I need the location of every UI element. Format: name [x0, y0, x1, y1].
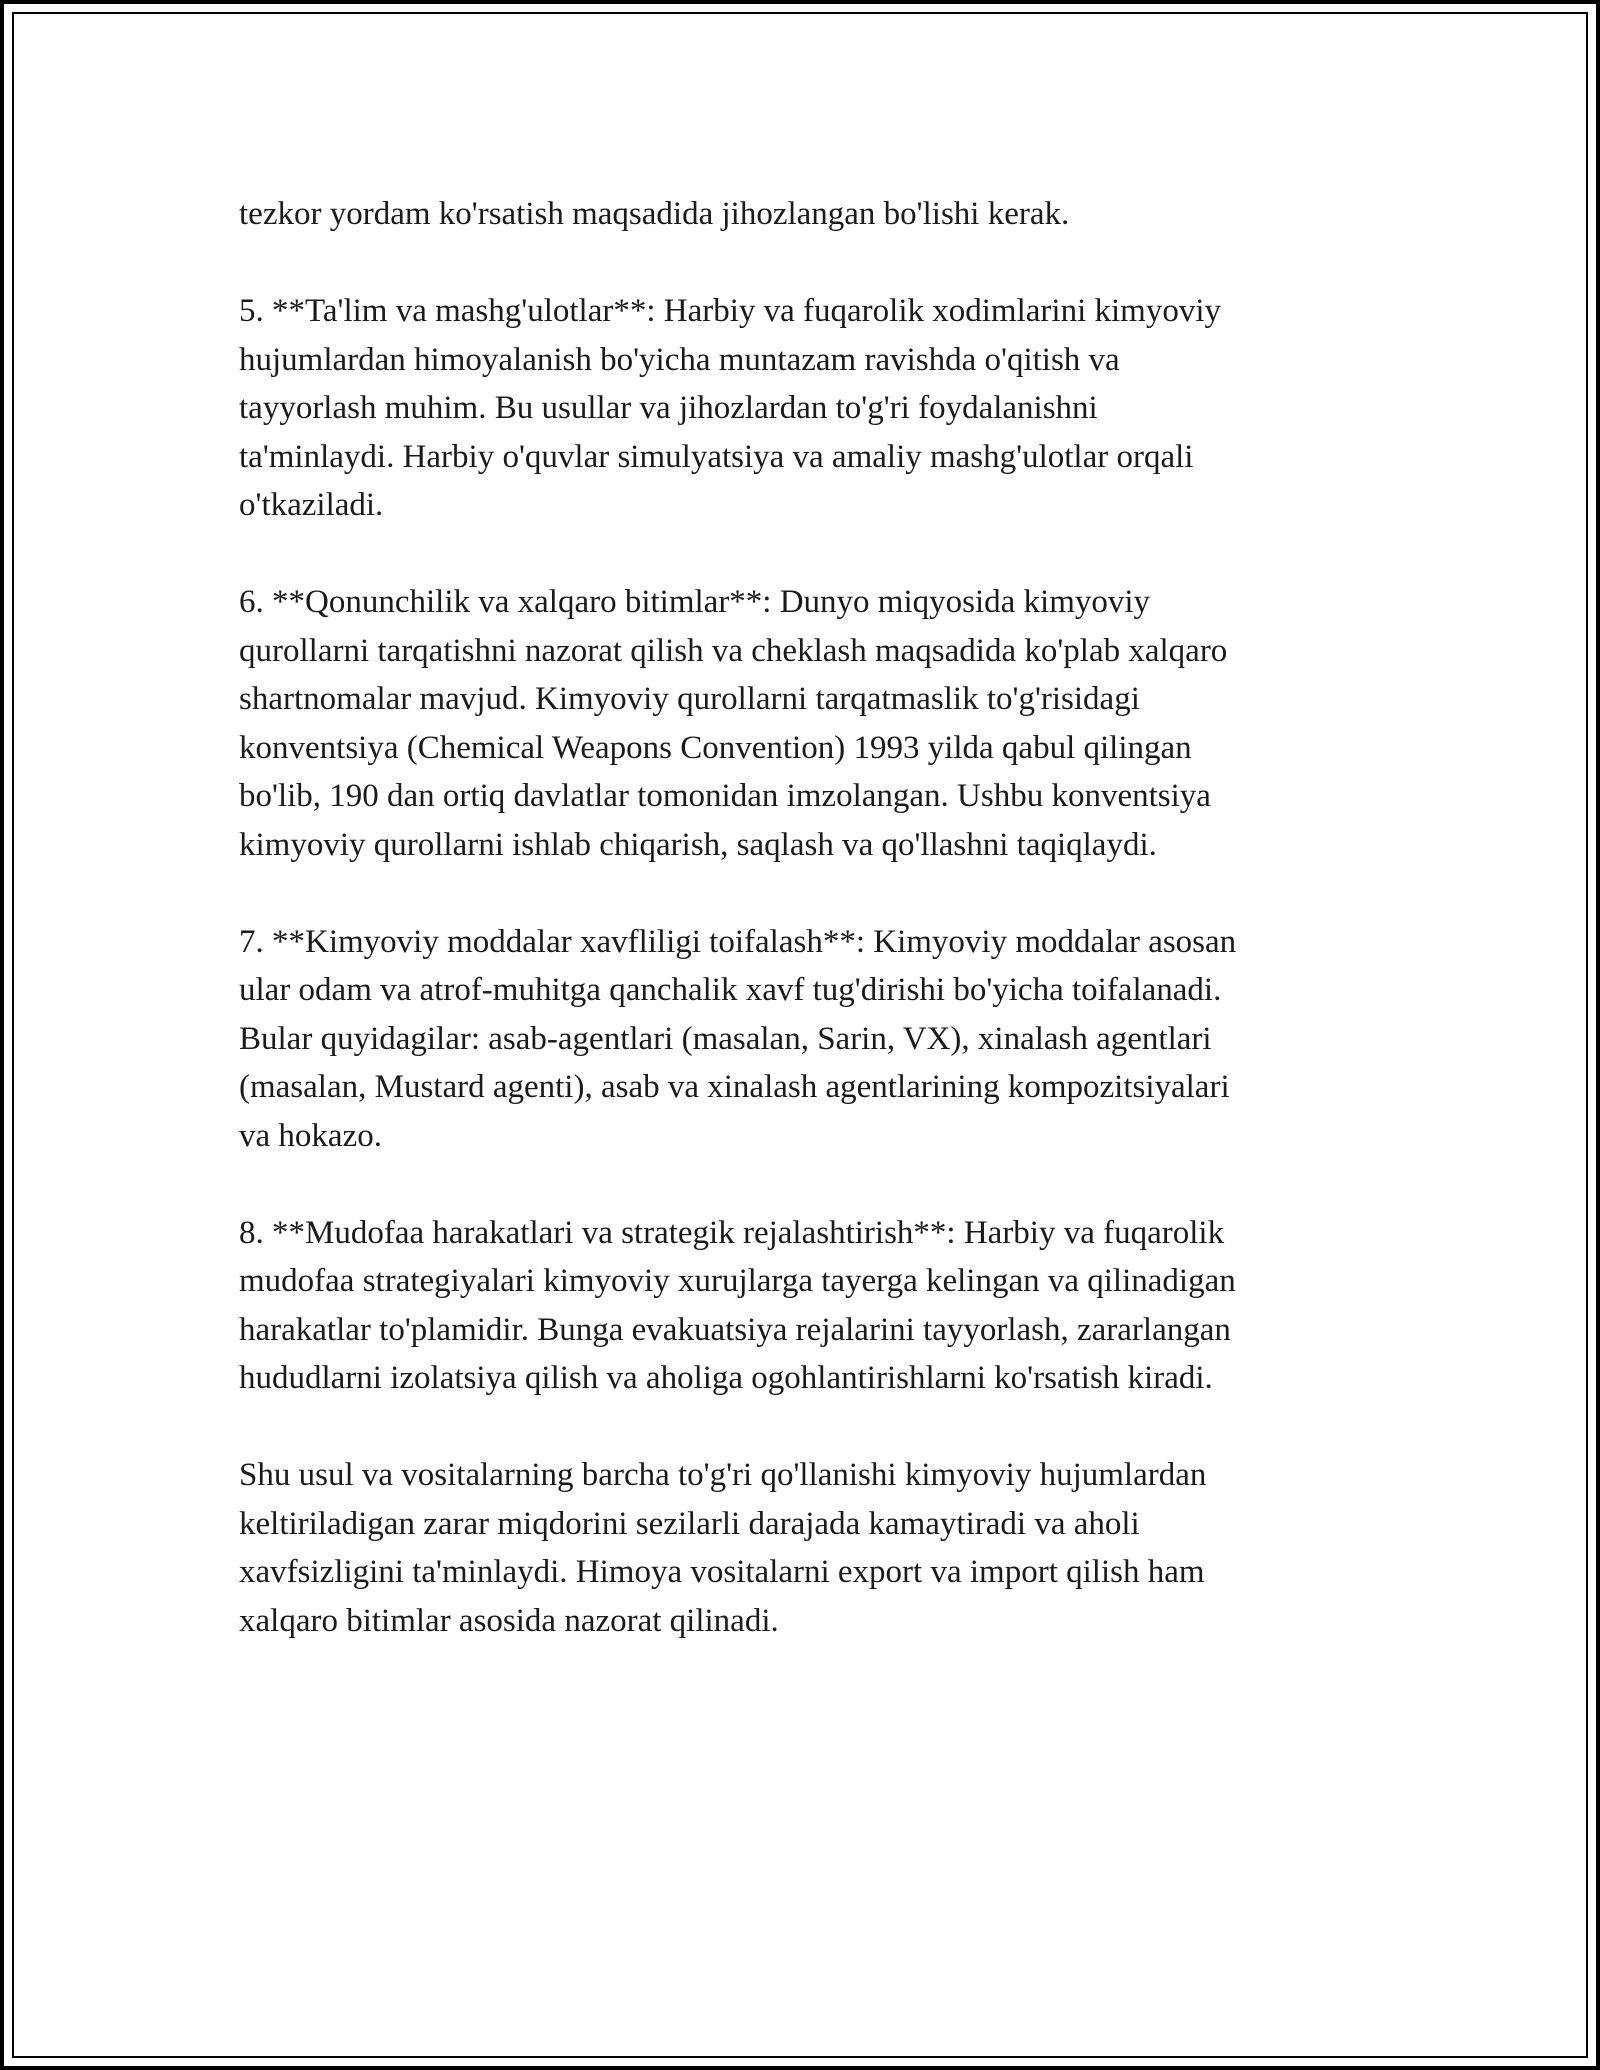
- paragraph-item-5-training: 5. **Ta'lim va mashg'ulotlar**: Harbiy va fuqarolik xodimlarini kimyoviy hujumlardan himoyalanish bo'yicha muntazam ravishda o'qitish va tayyorlash muhim. Bu usullar va jihozlardan to'g'ri foydalanishni ta'minlaydi. Harbiy o'quvlar simulyatsiya va amaliy mashg'ulotlar orqali o'tkaziladi.: [239, 293, 1221, 523]
- paragraph-intro-continuation: tezkor yordam ko'rsatish maqsadida jihozlangan bo'lishi kerak.: [239, 196, 1070, 232]
- paragraph-item-7-hazard-classification: 7. **Kimyoviy moddalar xavfliligi toifalash**: Kimyoviy moddalar asosan ular odam va atrof-muhitga qanchalik xavf tug'dirishi bo'yicha toifalanadi. Bular quyidagilar: asab-agentlari (masalan, Sarin, VX), xinalash agentlari (masalan, Mustard agenti), asab va xinalash agentlarining kompozitsiyalari va hokazo.: [239, 923, 1237, 1154]
- paragraph-item-8-defense-planning: 8. **Mudofaa harakatlari va strategik rejalashtirish**: Harbiy va fuqarolik mudofaa strategiyalari kimyoviy xurujlarga tayerga kelingan va qilinadigan harakatlar to'plamidir. Bunga evakuatsiya rejalarini tayyorlash, zararlangan hududlarni izolatsiya qilish va aholiga ogohlantirishlarni ko'rsatish kiradi.: [239, 1214, 1236, 1396]
- document-body: [239, 190, 1379, 1694]
- paragraph-item-6-legislation: 6. **Qonunchilik va xalqaro bitimlar**: Dunyo miqyosida kimyoviy qurollarni tarqatishni nazorat qilish va cheklash maqsadida ko'plab xalqaro shartnomalar mavjud. Kimyoviy qurollarni tarqatmaslik to'g'risidagi konventsiya (Chemical Weapons Convention) 1993 yilda qabul qilingan bo'lib, 190 dan ortiq davlatlar tomonidan imzolangan. Ushbu konventsiya kimyoviy qurollarni ishlab chiqarish, saqlash va qo'llashni taqiqlaydi.: [239, 584, 1228, 863]
- paragraph-conclusion: Shu usul va vositalarning barcha to'g'ri qo'llanishi kimyoviy hujumlardan keltiriladigan zarar miqdorini sezilarli darajada kamaytiradi va aholi xavfsizligini ta'minlaydi. Himoya vositalarni export va import qilish ham xalqaro bitimlar asosida nazorat qilinadi.: [239, 1457, 1207, 1639]
